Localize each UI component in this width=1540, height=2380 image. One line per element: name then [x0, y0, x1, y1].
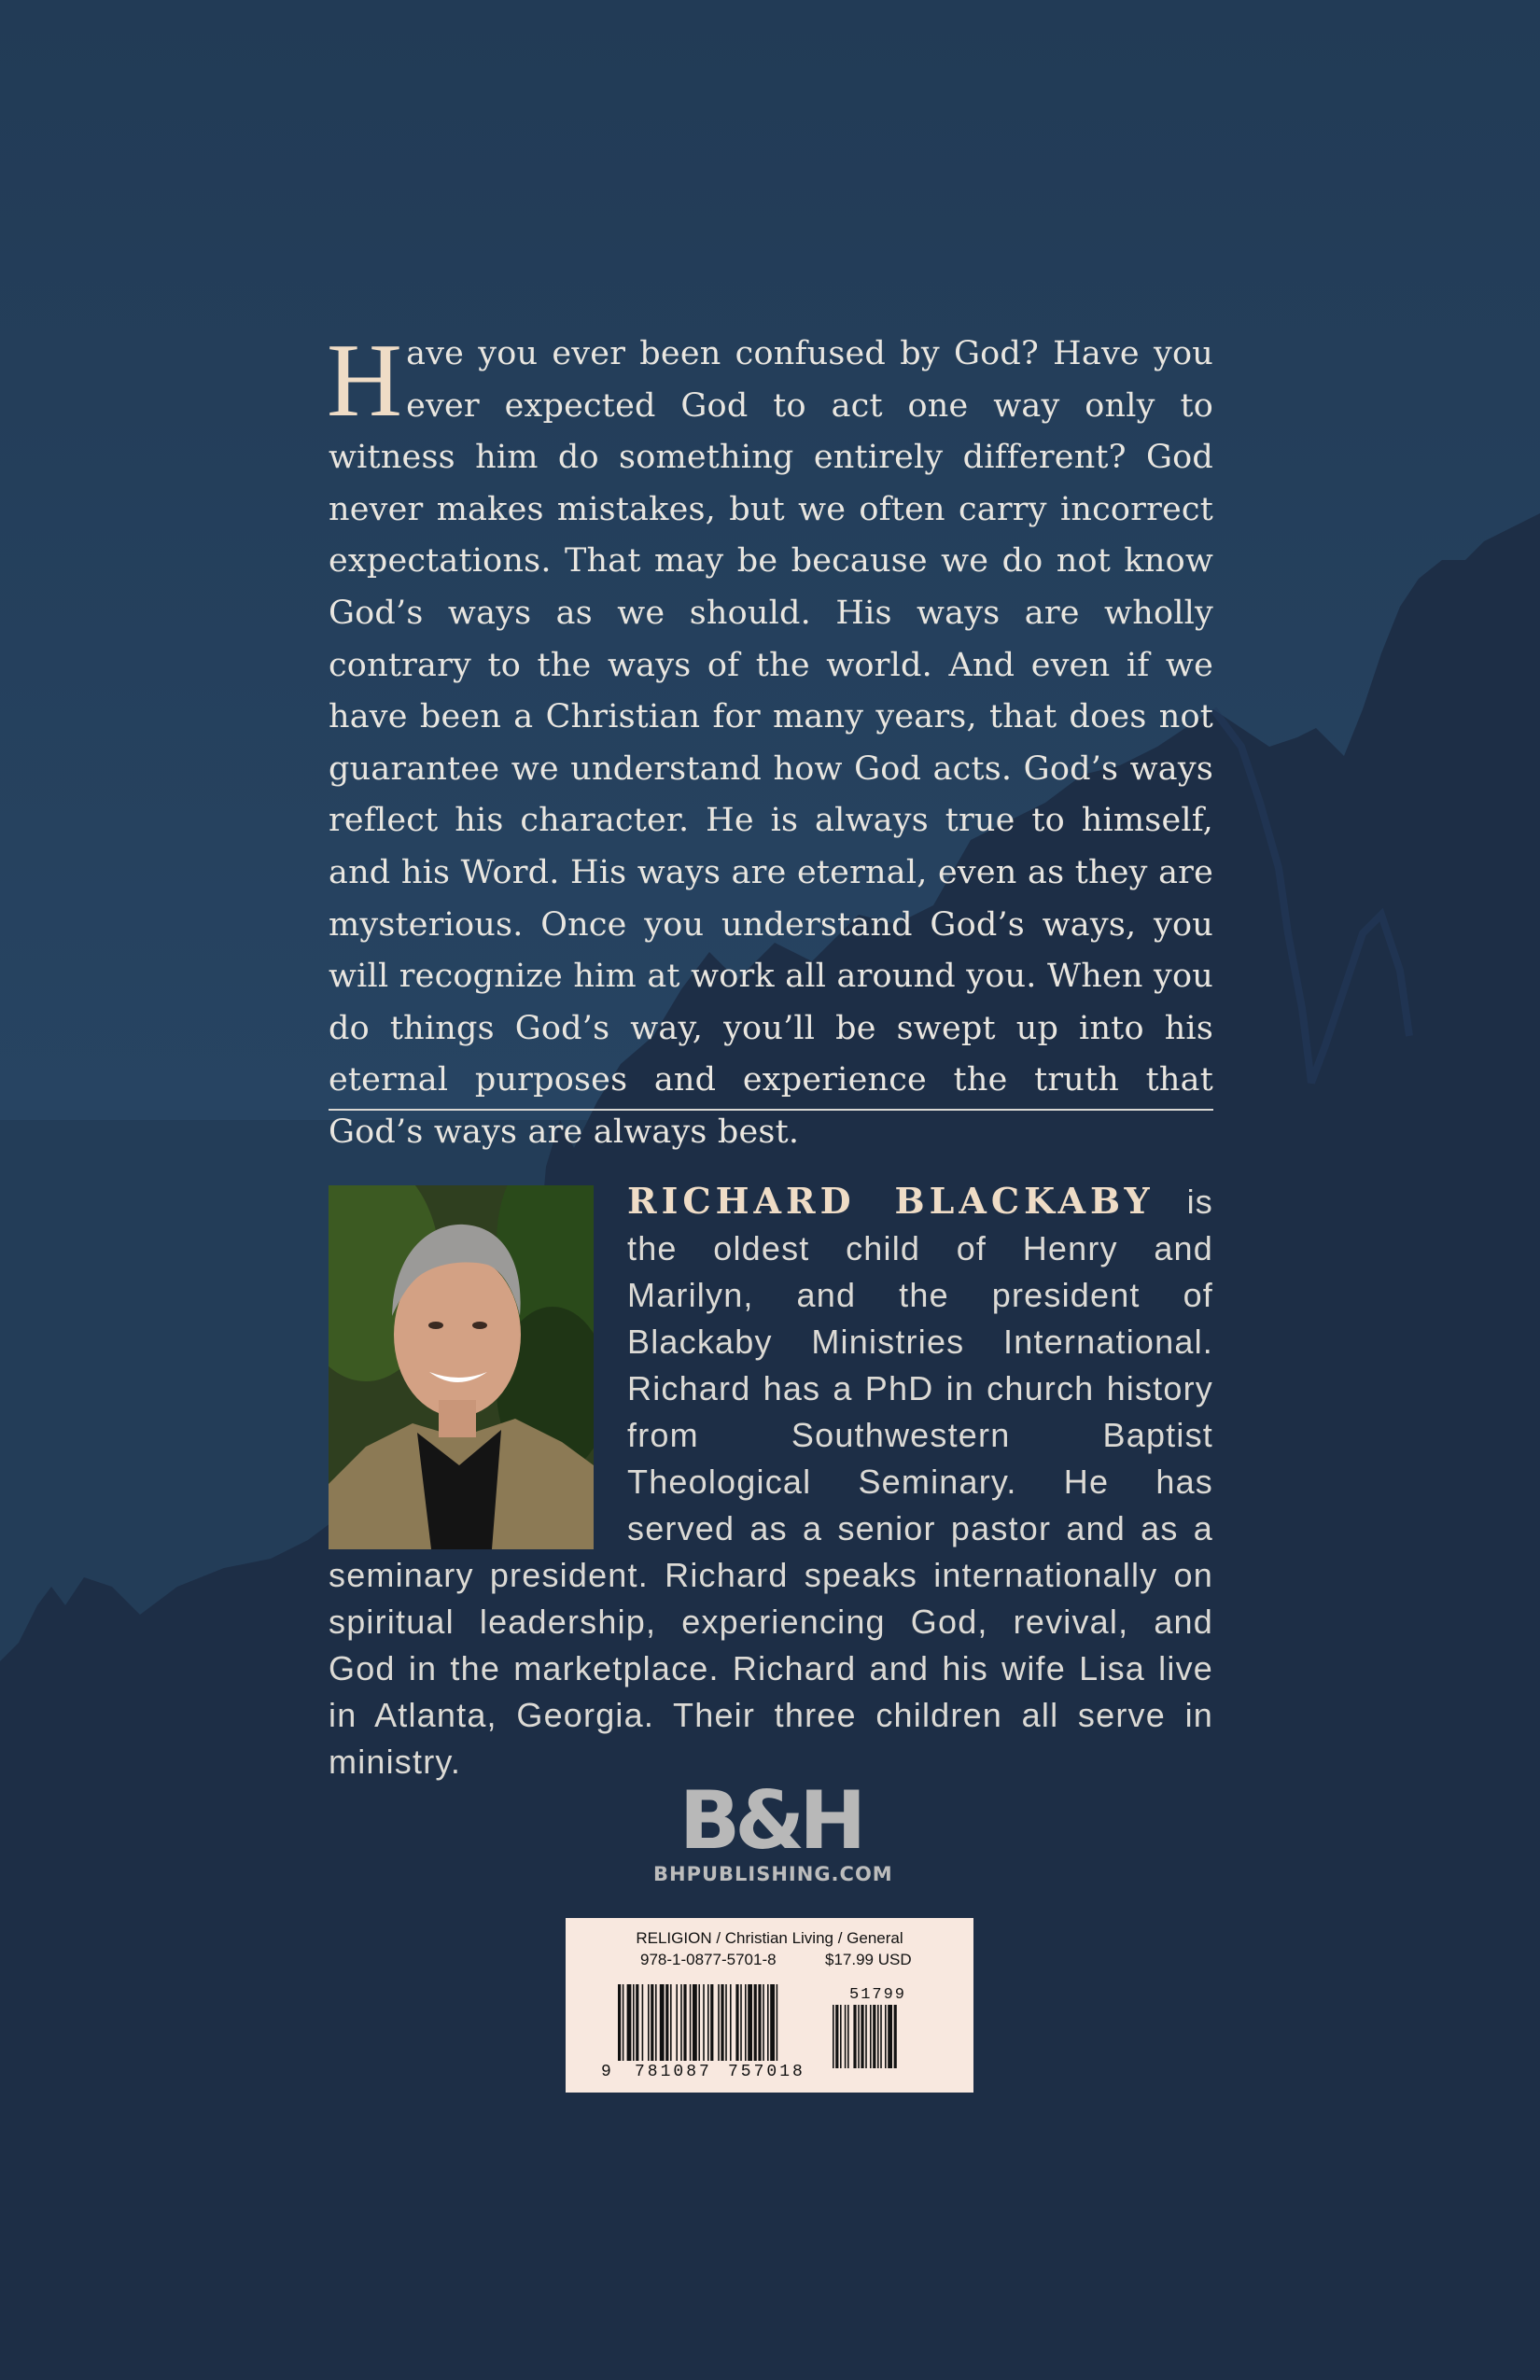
barcode-bar	[633, 1984, 635, 2061]
barcode-bar	[703, 1984, 705, 2061]
barcode-bar	[718, 1984, 720, 2061]
barcode-addon-bar	[877, 2005, 879, 2068]
barcode-bar	[698, 1984, 700, 2061]
barcode-bar	[754, 1984, 757, 2061]
blurb-text: ave you ever been confused by God? Have you ever expected God to act one way only to witness him do something entirely different? God never makes mistakes, but we often carry incorrect expectations. That may be because we do not know God’s ways as we should. His ways are wholly contrary to the ways of the world. And even if we have been a Christian for many years, that does not guarantee we understand how God acts. God’s ways reflect his character. He is always true to himself, and his Word. His ways are eternal, even as they are mysterious. Once you understand God’s ways, you will recognize him at work all around you. When you do things God’s way, you’ll be swept up into his eternal purposes and experience the truth that God’s ways are always best.	[329, 335, 1213, 1151]
barcode-addon-number: 51799	[849, 1986, 907, 2004]
author-name: RICHARD BLACKABY	[627, 1180, 1155, 1222]
author-photo	[329, 1185, 594, 1549]
barcode-addon-bar	[845, 2005, 847, 2068]
barcode-bar	[740, 1984, 742, 2061]
barcode-addon-bar	[847, 2005, 849, 2068]
barcode-bar	[680, 1984, 682, 2061]
barcode-bar	[710, 1984, 713, 2061]
barcode-bar	[735, 1984, 738, 2061]
barcode-digits-group1: 781087	[635, 2063, 712, 2081]
barcode-bar	[627, 1984, 632, 2061]
barcode-digit-first: 9	[601, 2063, 611, 2081]
barcode-bar	[618, 1984, 621, 2061]
barcode-bar	[648, 1984, 650, 2061]
barcode-bar	[660, 1984, 665, 2061]
back-cover-blurb	[327, 323, 1213, 1159]
author-bio-text: is the oldest child of Henry and Marilyn, and the president of Blackaby Ministries International. Richard has a PhD in church history from Southwestern Baptist Theological Seminary. He has served as a senior pastor and as a seminary president. Richard speaks internationally on spiritual leadership, experiencing God, revival, and God in the marketplace. Richard and his wife Lisa live in Atlanta, Georgia. Their three children all serve in ministry.	[329, 1183, 1213, 1781]
barcode-bar	[655, 1984, 657, 2061]
barcode-category: RELIGION / Christian Living / General	[636, 1929, 903, 1947]
barcode-bar	[758, 1984, 761, 2061]
barcode-bar	[665, 1984, 668, 2061]
barcode-addon-bar	[873, 2005, 875, 2068]
barcode-box	[566, 1918, 973, 2093]
barcode-addon-bar	[861, 2005, 863, 2068]
barcode-isbn: 978-1-0877-5701-8	[640, 1951, 777, 1968]
barcode-bar	[748, 1984, 752, 2061]
barcode-addon-bar	[833, 2005, 834, 2068]
barcode-addon-bar	[870, 2005, 872, 2068]
barcode-bar	[670, 1984, 672, 2061]
barcode-bar	[707, 1984, 709, 2061]
barcode-addon-bar	[853, 2005, 856, 2068]
barcode-bar	[770, 1984, 775, 2061]
barcode-bar	[763, 1984, 764, 2061]
barcode-bar	[623, 1984, 624, 2061]
barcode-addon-bar	[840, 2005, 842, 2068]
barcode-bar	[690, 1984, 692, 2061]
barcode-bar	[651, 1984, 653, 2061]
barcode-addon-bar	[880, 2005, 882, 2068]
barcode-bar	[725, 1984, 727, 2061]
barcode-digits-group2: 757018	[728, 2063, 805, 2081]
barcode-bar	[642, 1984, 644, 2061]
barcode-addon-bar	[885, 2005, 887, 2068]
barcode-addon-bar	[894, 2005, 897, 2068]
publisher-logo-mark: B&H	[679, 1774, 861, 1868]
barcode-bar	[676, 1984, 678, 2061]
barcode-bar	[745, 1984, 747, 2061]
barcode-addon-bar	[865, 2005, 867, 2068]
barcode-bar	[777, 1984, 778, 2061]
author-bio	[329, 1178, 1213, 1785]
barcode-bar	[721, 1984, 723, 2061]
barcode-bar	[683, 1984, 686, 2061]
publisher-logo	[653, 1774, 893, 1885]
barcode-price: $17.99 USD	[825, 1951, 912, 1968]
barcode-addon-bar	[835, 2005, 838, 2068]
barcode-bar	[767, 1984, 769, 2061]
barcode-bar	[693, 1984, 697, 2061]
barcode-bar	[730, 1984, 732, 2061]
barcode-bar	[636, 1984, 638, 2061]
barcode-addon-bar	[858, 2005, 860, 2068]
divider-rule	[329, 1109, 1213, 1111]
publisher-url: BHPUBLISHING.COM	[653, 1863, 893, 1885]
barcode-addon-bar	[888, 2005, 892, 2068]
drop-cap: H	[327, 323, 403, 439]
